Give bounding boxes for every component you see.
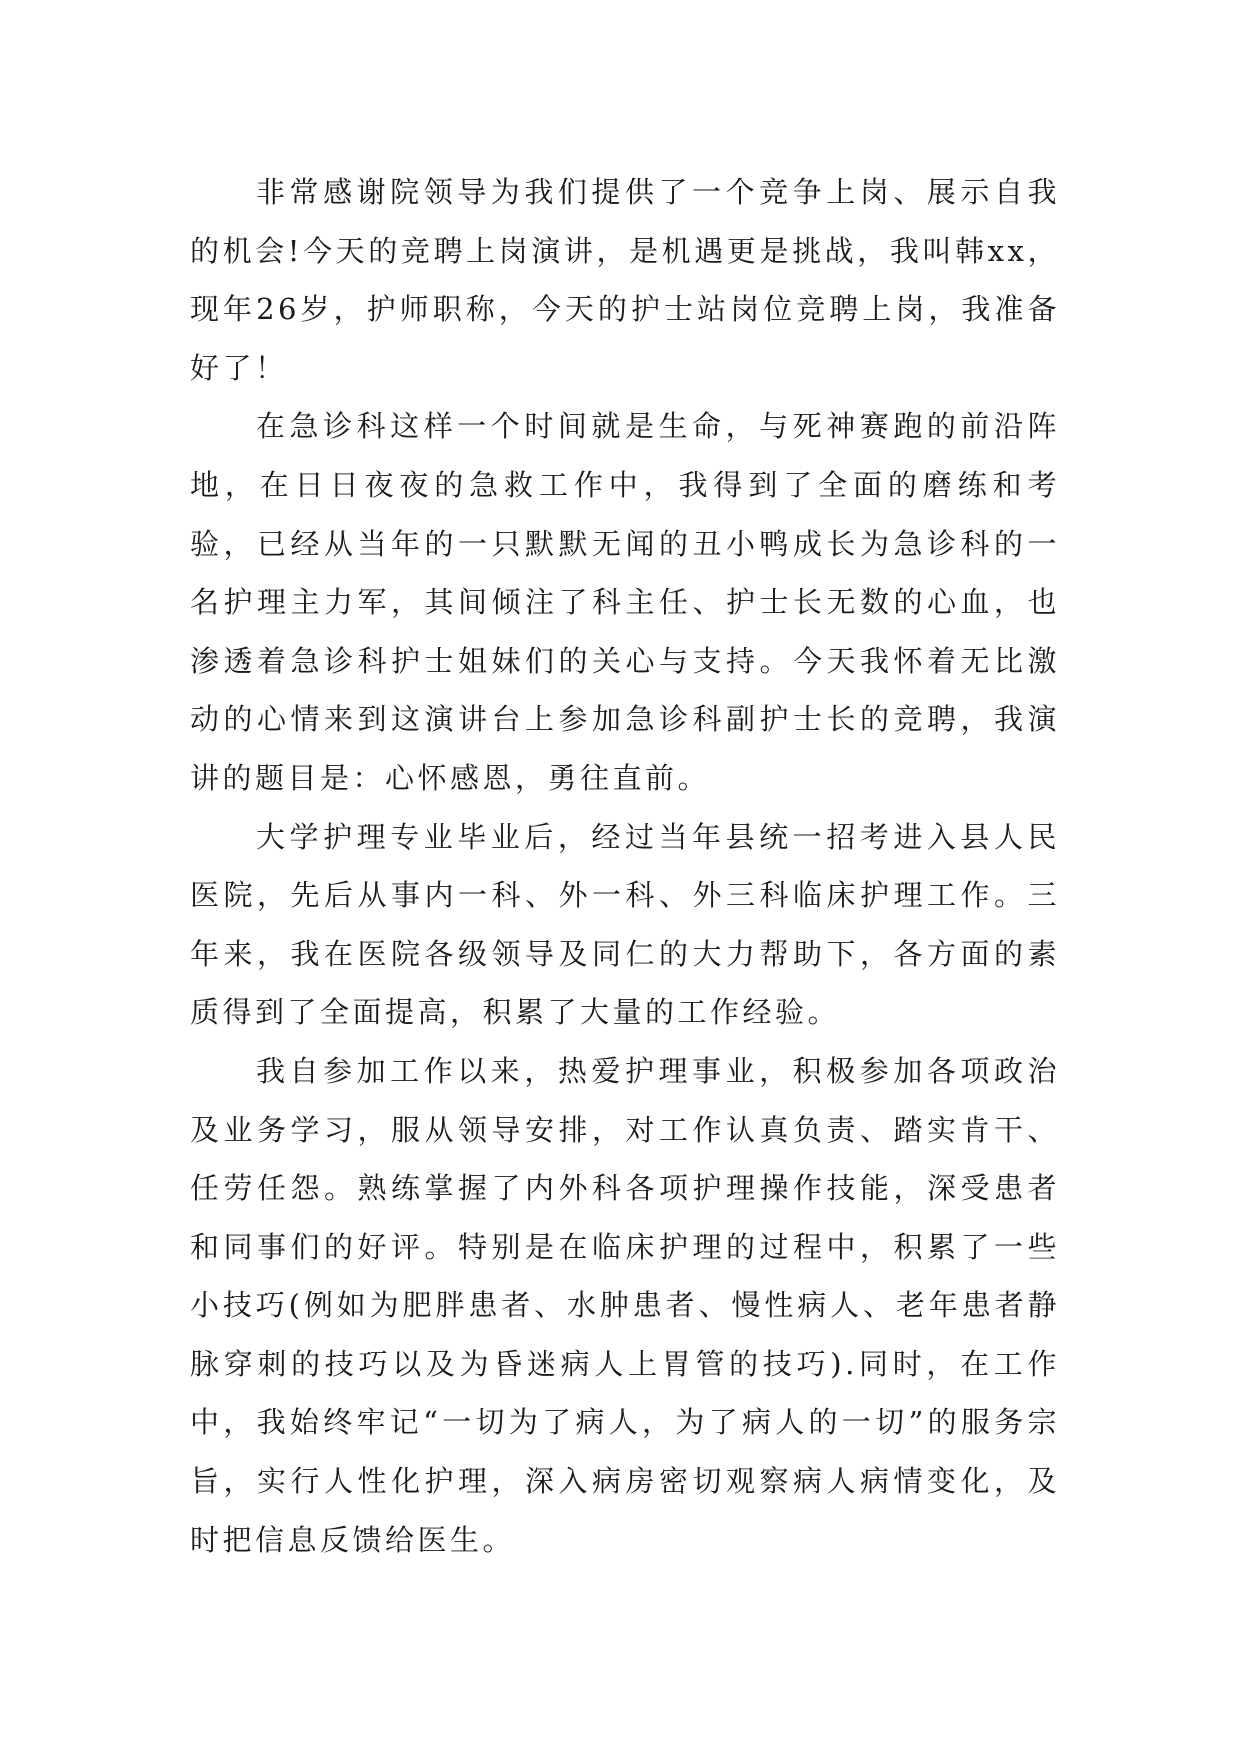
document-body — [190, 163, 1060, 1569]
paragraph-intro: 非常感谢院领导为我们提供了一个竞争上岗、展示自我的机会!今天的竞聘上岗演讲，是机遇更是挑战，我叫韩xx，现年26岁，护师职称，今天的护士站岗位竞聘上岗，我准备好了！ — [190, 175, 1060, 385]
paragraph-education: 大学护理专业毕业后，经过当年县统一招考进入县人民医院，先后从事内一科、外一科、外三科临床护理工作。三年来，我在医院各级领导及同仁的大力帮助下，各方面的素质得到了全面提高，积累了大量的工作经验。 — [190, 819, 1060, 1030]
paragraph-work-experience: 我自参加工作以来，热爱护理事业，积极参加各项政治及业务学习，服从领导安排，对工作认真负责、踏实肯干、任劳任怨。熟练掌握了内外科各项护理操作技能，深受患者和同事们的好评。特别是在临床护理的过程中，积累了一些小技巧(例如为肥胖患者、水肿患者、慢性病人、老年患者静脉穿刺的技巧以及为昏迷病人上胃管的技巧).同时，在工作中，我始终牢记“一切为了病人，为了病人的一切”的服务宗旨，实行人性化护理，深入病房密切观察病人病情变化，及时把信息反馈给医生。 — [190, 1053, 1060, 1557]
paragraph-emergency-dept: 在急诊科这样一个时间就是生命，与死神赛跑的前沿阵地，在日日夜夜的急救工作中，我得到了全面的磨练和考验，已经从当年的一只默默无闻的丑小鸭成长为急诊科的一名护理主力军，其间倾注了科主任、护士长无数的心血，也渗透着急诊科护士姐妹们的关心与支持。今天我怀着无比激动的心情来到这演讲台上参加急诊科副护士长的竞聘，我演讲的题目是：心怀感恩，勇往直前。 — [190, 409, 1060, 795]
